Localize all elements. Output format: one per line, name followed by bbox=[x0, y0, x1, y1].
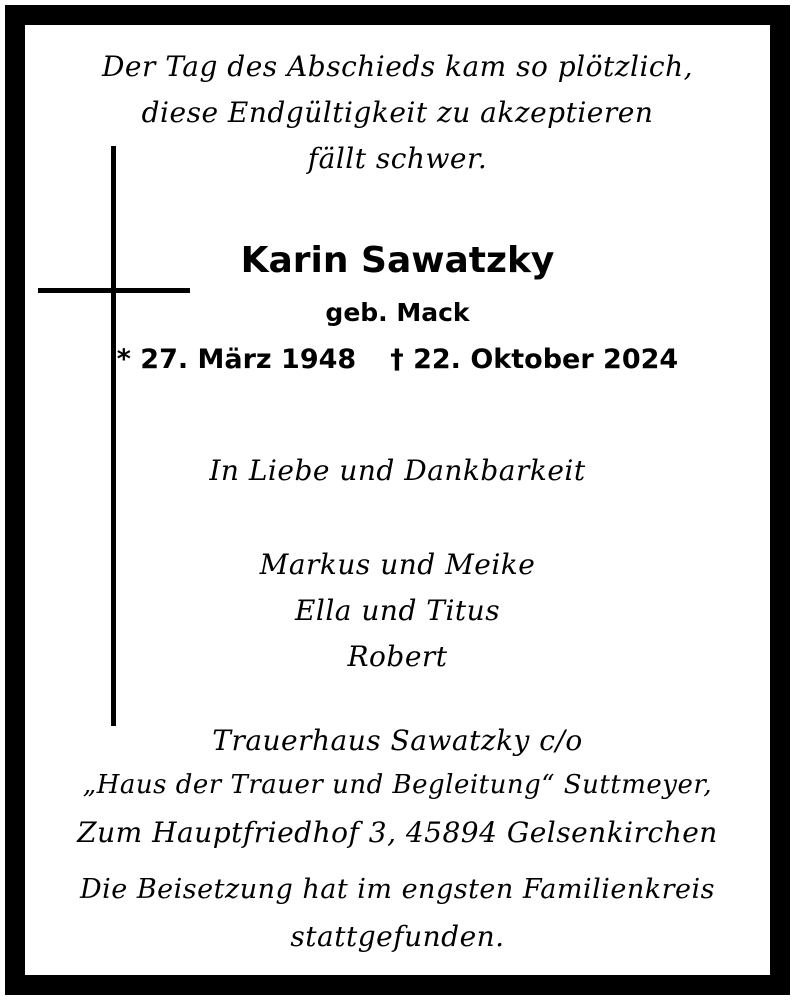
intro-line-3: fällt schwer. bbox=[307, 142, 488, 175]
dedication: In Liebe und Dankbarkeit bbox=[209, 454, 586, 487]
deceased-name: Karin Sawatzky bbox=[240, 240, 555, 281]
maiden-name: geb. Mack bbox=[325, 298, 470, 327]
mourner-line-3: Robert bbox=[347, 640, 448, 673]
notice-line-1: Die Beisetzung hat im engsten Familienkreis bbox=[79, 874, 715, 905]
intro-line-2: diese Endgültigkeit zu akzeptieren bbox=[141, 96, 654, 129]
cross-icon-horizontal-bar bbox=[38, 288, 190, 293]
notice-line-2: stattgefunden. bbox=[290, 920, 505, 953]
birth-date: * 27. März 1948 bbox=[116, 344, 357, 375]
cross-icon-vertical-bar bbox=[111, 146, 116, 726]
life-dates bbox=[26, 344, 769, 375]
mourner-line-2: Ella und Titus bbox=[294, 594, 501, 627]
mourner-line-1: Markus und Meike bbox=[259, 548, 536, 581]
intro-line-1: Der Tag des Abschieds kam so plötzlich, bbox=[101, 50, 694, 83]
address-line-3: Zum Hauptfriedhof 3, 45894 Gelsenkirchen bbox=[77, 816, 718, 849]
death-date: † 22. Oktober 2024 bbox=[390, 344, 679, 375]
address-line-1: Trauerhaus Sawatzky c/o bbox=[212, 724, 583, 757]
obituary-notice bbox=[26, 26, 769, 974]
address-line-2: „Haus der Trauer und Begleitung“ Suttmeyer, bbox=[82, 770, 713, 800]
